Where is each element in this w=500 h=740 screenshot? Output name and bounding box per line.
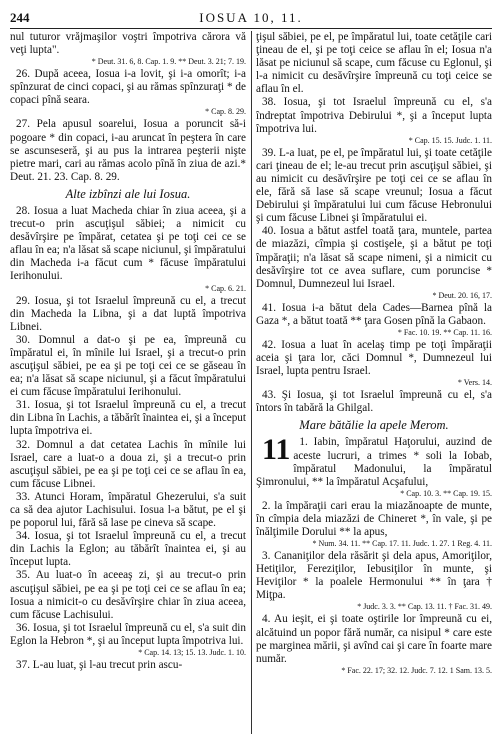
right-column bbox=[256, 31, 492, 734]
cross-reference: * Fac. 22. 17; 32. 12. Judc. 7. 12. 1 Sam. 13. 5. bbox=[341, 665, 492, 675]
cross-reference: * Deut. 31. 6, 8. Cap. 1. 9. ** Deut. 3. 21; 7. 19. bbox=[91, 57, 246, 67]
verse: 28. Iosua a luat Macheda chiar în ziua aceea, şi a trecut-o prin ascuţişul săbiei; a nimicit cu desăvîrşire pe împărat, cetatea şi pe toţi cei ce se aflau în ea; n'a lăsat să scape niciunul, şi împăratului din Macheda i-a făcut cum * făcuse împăratului Ierihonului. bbox=[10, 204, 246, 283]
text-columns bbox=[10, 31, 492, 734]
cross-reference: * Cap. 10. 3. ** Cap. 19. 15. bbox=[400, 488, 492, 498]
cross-reference: * Fac. 10. 19. ** Cap. 11. 16. bbox=[397, 327, 492, 337]
verse: 40. Iosua a bătut astfel toată ţara, muntele, partea de miazăzi, cîmpia şi costişele, şi a bătut pe toţi împăraţii; n'a lăsat să scape nimeni, şi a nimicit cu desăvîrşire tot ce avea suflare, cum poruncise * Domnul, Dumnezeul lui Israel. bbox=[256, 225, 492, 290]
column-divider bbox=[251, 31, 252, 734]
continued-verse: nul tuturor vrăjmaşilor voştri împotriva cărora vă veţi lupta". bbox=[10, 31, 246, 57]
section-heading: Mare bătălie la apele Merom. bbox=[299, 418, 449, 433]
verse: 2. la împăraţii cari erau la miazănoapte de munte, în cîmpia dela miazăzi de Chineret *, în vale, şi pe înălţimile Dorului ** la apus, bbox=[256, 499, 492, 538]
verse-text: 1. Iabin, împăratul Haţorului, auzind de aceste lucruri, a trimes * soli la Iobab, împăratul Madonului, la împăratul Şimronului, ** la împăratul Acşafului, bbox=[256, 436, 492, 488]
verse: 27. Pela apusul soarelui, Iosua a poruncit să-i pogoare * din copaci, i-au aruncat în peştera în care se ascunseseră, şi au pus la intrarea peşterii nişte pietre mari, cari au rămas acolo pînă în ziua de azi.* Deut. 21. 23. Cap. 8. 29. bbox=[10, 118, 246, 183]
verse: 37. L-au luat, şi l-au trecut prin ascu- bbox=[16, 659, 183, 672]
chapter-number: 11 bbox=[262, 433, 291, 467]
continued-verse: ţişul săbiei, pe el, pe împăratul lui, toate cetăţile cari ţineau de el, şi pe toţi ceice se aflau în el; Iosua n'a lăsat pe niciunul să scape, cum făcuse cu Eglonul, şi l-a nimicit cu desăvîrşire împreună cu toţi ceice se aflau în el. bbox=[256, 31, 492, 96]
cross-reference: * Vers. 14. bbox=[457, 378, 492, 388]
verse: 39. L-a luat, pe el, pe împăratul lui, şi toate cetăţile cari ţineau de el; le-au trecut prin ascuţişul săbiei, şi au nimicit cu desăvîrşire pe toţi cei ce se aflau în ele, fără să lase să scape vreunul; Iosua a făcut Debirului şi împăratului lui cum făcuse Hebronului şi cum făcuse Libnei şi împăratului ei. bbox=[256, 146, 492, 225]
cross-reference: * Cap. 6. 21. bbox=[205, 283, 246, 293]
verse: 32. Domnul a dat cetatea Lachis în mînile lui Israel, care a luat-o a doua zi, şi a trecut-o prin ascuţişul săbiei, pe ea şi pe toţi cei ce se aflau în ea, cum făcuse Libnei. bbox=[10, 438, 246, 490]
page-number: 244 bbox=[10, 10, 30, 25]
cross-reference: * Judc. 3. 3. ** Cap. 13. 11. † Fac. 31. 49. bbox=[357, 602, 492, 612]
verse: 34. Iosua, şi tot Israelul împreună cu el, a trecut din Lachis la Eglon; au tăbărît înaintea ei, şi au început lupta. bbox=[10, 530, 246, 569]
verse: 3. Cananiţilor dela răsărit şi dela apus, Amoriţilor, Hetiţilor, Fereziţilor, Iebusiţilor în munte, şi Heviţilor * la poalele Hermonului ** în ţara † Miţpa. bbox=[256, 550, 492, 602]
verse: 42. Iosua a luat în acelaş timp pe toţi împăraţii aceia şi ţara lor, căci Domnul *, Dumnezeul lui Israel, lupta pentru Israel. bbox=[256, 338, 492, 378]
verse: 30. Domnul a dat-o şi pe ea, împreună cu împăratul ei, în mînile lui Israel, şi a trecut-o prin ascuţişul săbiei, pe ea şi pe toţi cei ce se găseau în ea; n'a lăsat să scape niciunul, şi a făcut împăratului ei cum făcuse împăratului Ierihonului. bbox=[10, 333, 246, 399]
section-heading: Alte izbînzi ale lui Iosua. bbox=[65, 186, 191, 201]
verse: 43. Şi Iosua, şi tot Israelul împreună cu el, s'a întors în tabără la Ghilgal. bbox=[256, 389, 492, 415]
verse: 31. Iosua, şi tot Israelul împreună cu el, a trecut din Libna în Lachis, a tăbărît înaintea ei, şi a început lupta împotriva ei. bbox=[10, 399, 246, 438]
cross-reference: * Cap. 14. 13; 15. 13. Judc. 1. 10. bbox=[138, 648, 246, 658]
cross-reference: * Cap. 8. 29. bbox=[205, 107, 246, 117]
running-title: IOSUA 10, 11. bbox=[199, 10, 303, 25]
cross-reference: * Num. 34. 11. ** Cap. 17. 11. Judc. 1. 27. 1 Reg. 4. 11. bbox=[312, 539, 492, 549]
verse: 26. După aceea, Iosua i-a lovit, şi i-a omorît; i-a spînzurat de cinci copaci, şi au rămas spînzuraţi * de copaci pînă seara. bbox=[10, 68, 246, 107]
verse: 38. Iosua, şi tot Israelul împreună cu el, s'a îndreptat împotriva Debirului *, şi a început lupta împotriva lui. bbox=[256, 96, 492, 135]
chapter-opening-verse bbox=[256, 433, 492, 488]
verse: 36. Iosua, şi tot Israelul împreună cu el, s'a suit din Eglon la Hebron *, şi au început lupta împotriva lui. bbox=[10, 621, 246, 647]
bible-page bbox=[10, 8, 492, 734]
cross-reference: * Deut. 20. 16, 17. bbox=[432, 290, 492, 300]
left-column bbox=[10, 31, 246, 734]
verse: 35. Au luat-o în aceeaş zi, şi au trecut-o prin ascuţişul săbiei, pe ea şi pe toţi cei ce se aflau în ea; Iosua a nimicit-o cu desăvîrşire chiar în ziua aceea, cum făcuse Lachisului. bbox=[10, 569, 246, 621]
verse: 4. Au ieşit, ei şi toate oştirile lor împreună cu ei, alcătuind un popor fără număr, ca nisipul * care este pe marginea mării, şi avînd cai şi care în foarte mare număr. bbox=[256, 613, 492, 665]
verse: 29. Iosua, şi tot Israelul împreună cu el, a trecut din Macheda la Libna, şi a dat luptă împotriva Libnei. bbox=[10, 294, 246, 333]
cross-reference: * Cap. 15. 15. Judc. 1. 11. bbox=[408, 135, 492, 145]
verse: 33. Atunci Horam, împăratul Ghezerului, s'a suit ca să dea ajutor Lachisului. Iosua l-a bătut, pe el şi pe poporul lui, fără să lase pe cineva să scape. bbox=[10, 490, 246, 530]
page-header bbox=[10, 8, 492, 29]
verse: 41. Iosua i-a bătut dela Cades—Barnea pînă la Gaza *, a bătut toată ** ţara Gosen pînă la Gabaon. bbox=[256, 301, 492, 327]
